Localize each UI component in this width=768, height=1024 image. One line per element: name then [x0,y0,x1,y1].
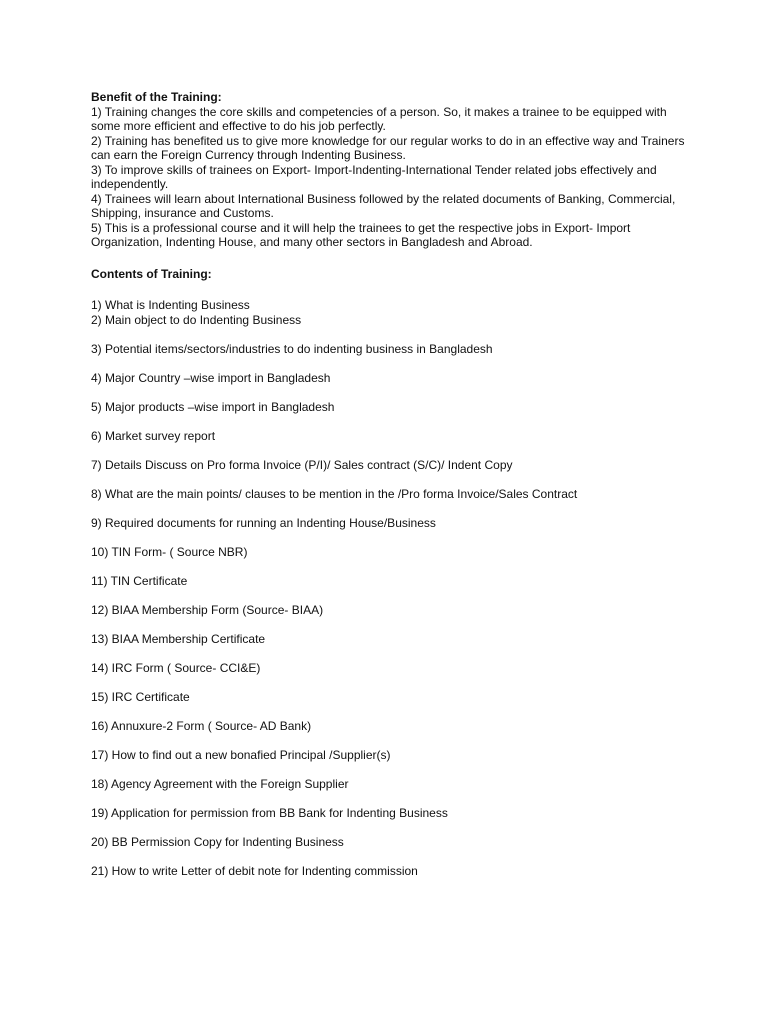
benefit-item: 2) Training has benefited us to give more knowledge for our regular works to do in an effective way and Trainers can earn the Foreign Currency through Indenting Business. [91,133,685,162]
contents-item: 9) Required documents for running an Indenting House/Business [91,515,436,530]
contents-item: 18) Agency Agreement with the Foreign Supplier [91,776,349,791]
contents-item: 6) Market survey report [91,428,216,443]
contents-item: 17) How to find out a new bonafied Principal /Supplier(s) [91,747,391,762]
contents-item: 12) BIAA Membership Form (Source- BIAA) [91,602,324,617]
benefits-heading: Benefit of the Training: [91,90,222,104]
contents-list [91,298,691,878]
contents-item: 15) IRC Certificate [91,689,190,704]
contents-item: 3) Potential items/sectors/industries to do indenting business in Bangladesh [91,341,493,356]
benefit-item: 4) Trainees will learn about International Business followed by the related documents of Banking, Commercial, Shipping, insurance and Customs. [91,191,676,220]
contents-item: 13) BIAA Membership Certificate [91,631,266,646]
contents-item: 11) TIN Certificate [91,573,188,588]
contents-item: 21) How to write Letter of debit note for Indenting commission [91,863,418,878]
contents-item: 20) BB Permission Copy for Indenting Business [91,834,344,849]
benefit-item: 3) To improve skills of trainees on Export- Import-Indenting-International Tender related jobs effectively and independently. [91,162,657,191]
contents-heading: Contents of Training: [91,266,212,281]
document-body [91,90,691,878]
benefits-list [91,105,691,250]
contents-item: 4) Major Country –wise import in Bangladesh [91,370,331,385]
contents-item: 2) Main object to do Indenting Business [91,312,302,327]
contents-item: 5) Major products –wise import in Bangladesh [91,399,335,414]
contents-item: 7) Details Discuss on Pro forma Invoice (P/I)/ Sales contract (S/C)/ Indent Copy [91,457,513,472]
contents-item: 1) What is Indenting Business [91,298,250,312]
contents-item: 14) IRC Form ( Source- CCI&E) [91,660,261,675]
benefit-item: 5) This is a professional course and it will help the trainees to get the respective jobs in Export- Import Organization, Indenting House, and many other sectors in Bangladesh and Abroad. [91,220,631,249]
contents-item: 10) TIN Form- ( Source NBR) [91,544,248,559]
contents-item: 19) Application for permission from BB Bank for Indenting Business [91,805,448,820]
contents-item: 8) What are the main points/ clauses to be mention in the /Pro forma Invoice/Sales Contract [91,486,578,501]
benefit-item: 1) Training changes the core skills and competencies of a person. So, it makes a trainee to be equipped with some more efficient and effective to do his job perfectly. [91,104,667,133]
contents-item: 16) Annuxure-2 Form ( Source- AD Bank) [91,718,312,733]
